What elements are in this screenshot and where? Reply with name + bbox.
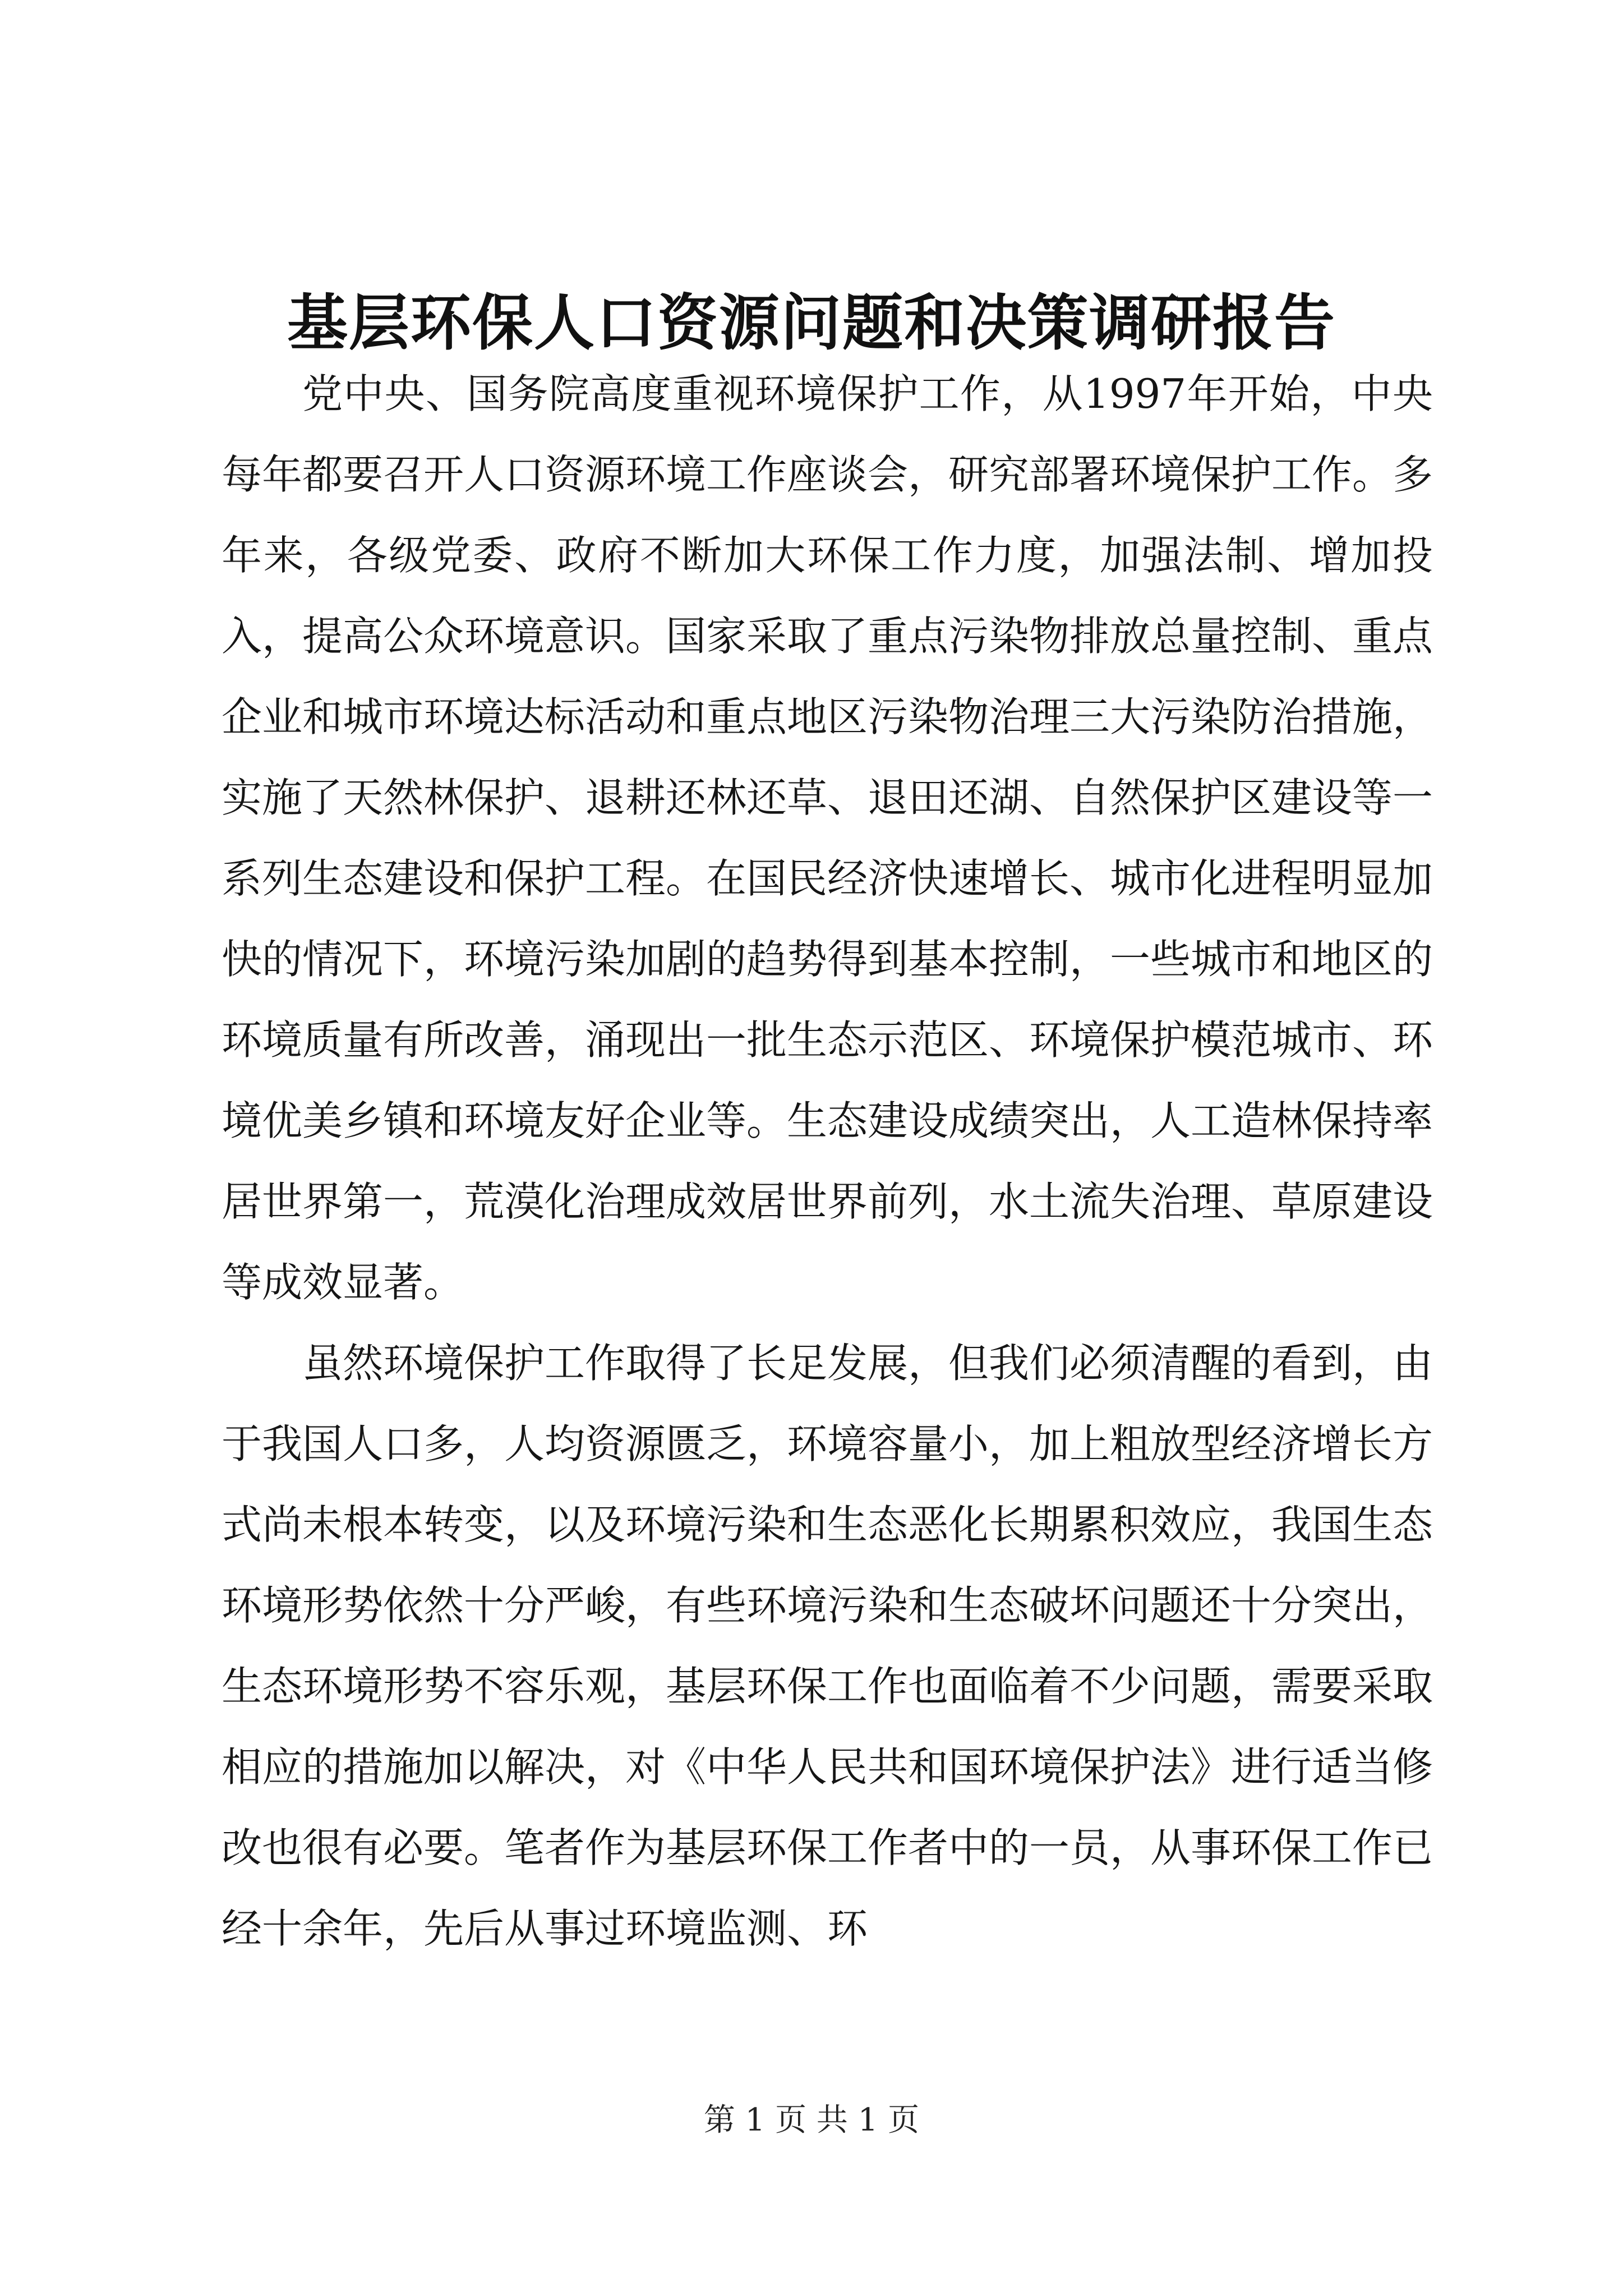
page-footer: 第 1 页 共 1 页 bbox=[703, 2102, 920, 2138]
paragraph-2: 虽然环境保护工作取得了长足发展，但我们必须清醒的看到，由于我国人口多，人均资源匮乏，环境容量小，加上粗放型经济增长方式尚未根本转变，以及环境污染和生态恶化长期累积效应，我国生态环境形势依然十分严峻，有些环境污染和生态破坏问题还十分突出，生态环境形势不容乐观，基层环保工作也面临着不少问题，需要采取相应的措施加以解决，对《中华人民共和国环境保护法》进行适当修改也很有必要。笔者作为基层环保工作者中的一员，从事环保工作已经十余年，先后从事过环境监测、环 bbox=[222, 1340, 1433, 1952]
document-title: 基层环保人口资源问题和决策调研报告 bbox=[287, 288, 1336, 358]
document-body bbox=[222, 353, 1433, 1969]
paragraph-1: 党中央、国务院高度重视环境保护工作，从1997年开始，中央每年都要召开人口资源环境工作座谈会，研究部署环境保护工作。多年来，各级党委、政府不断加大环保工作力度，加强法制、增加投入，提高公众环境意识。国家采取了重点污染物排放总量控制、重点企业和城市环境达标活动和重点地区污染物治理三大污染防治措施，实施了天然林保护、退耕还林还草、退田还湖、自然保护区建设等一系列生态建设和保护工程。在国民经济快速增长、城市化进程明显加快的情况下，环境污染加剧的趋势得到基本控制，一些城市和地区的环境质量有所改善，涌现出一批生态示范区、环境保护模范城市、环境优美乡镇和环境友好企业等。生态建设成绩突出，人工造林保持率居世界第一，荒漠化治理成效居世界前列，水土流失治理、草原建设等成效显著。 bbox=[222, 370, 1433, 1306]
